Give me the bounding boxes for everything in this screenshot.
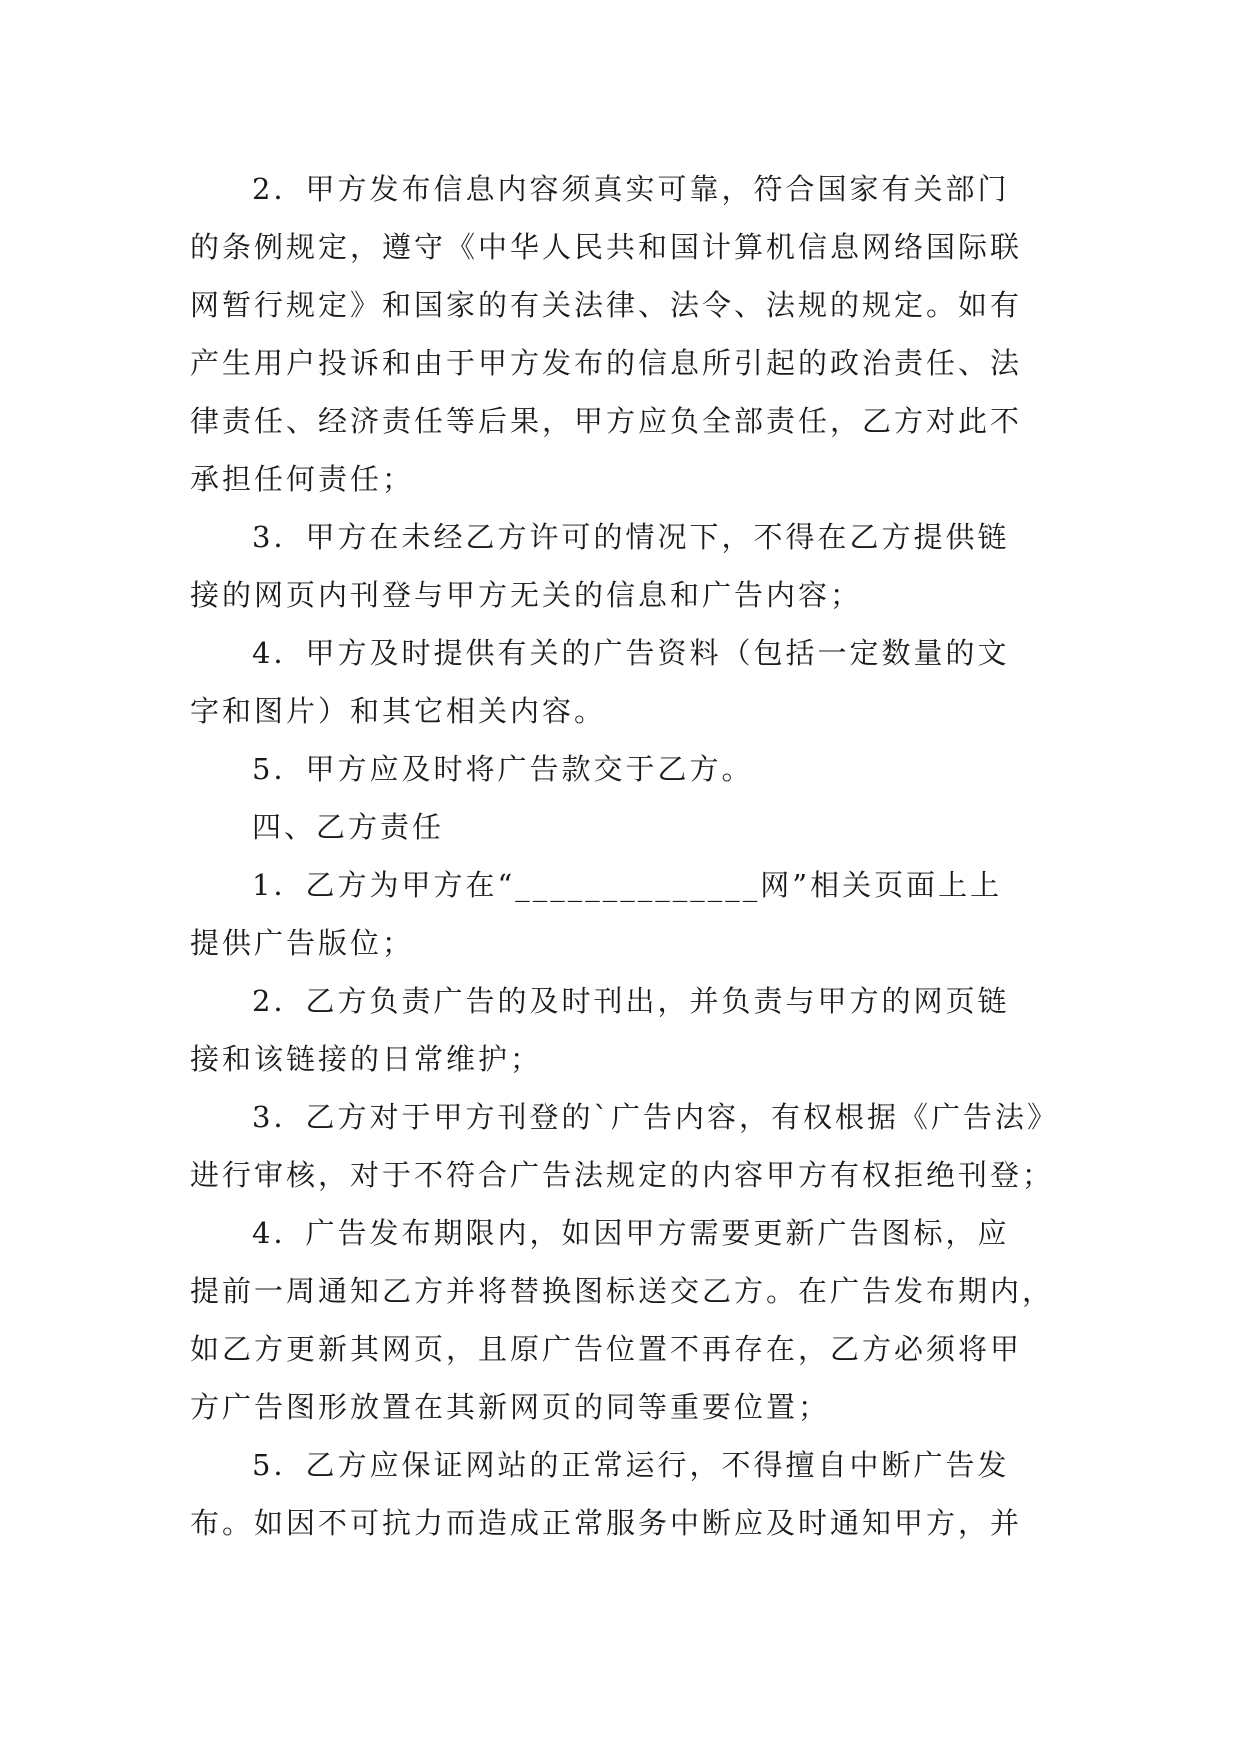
text-line: 进行审核，对于不符合广告法规定的内容甲方有权拒绝刊登； — [190, 1158, 1055, 1192]
text-line: 方广告图形放置在其新网页的同等重要位置； — [190, 1390, 831, 1424]
paragraph — [190, 508, 1050, 624]
text-line: 3．甲方在未经乙方许可的情况下，不得在乙方提供链 — [252, 520, 1010, 554]
text-line: 产生用户投诉和由于甲方发布的信息所引起的政治责任、法 — [190, 346, 1023, 380]
text-line: 如乙方更新其网页，且原广告位置不再存在，乙方必须将甲 — [190, 1332, 1023, 1366]
text-line: 接和该链接的日常维护； — [190, 1042, 543, 1076]
text-line: 2．乙方负责广告的及时刊出，并负责与甲方的网页链 — [252, 984, 1010, 1018]
text-line: 1．乙方为甲方在“______________网”相关页面上上 — [252, 868, 1003, 902]
text-line: 四、乙方责任 — [252, 810, 445, 844]
text-line: 5．乙方应保证网站的正常运行，不得擅自中断广告发 — [252, 1448, 1010, 1482]
text-line: 律责任、经济责任等后果，甲方应负全部责任，乙方对此不 — [190, 404, 1023, 438]
paragraph — [190, 624, 1050, 740]
paragraph — [190, 1088, 1059, 1204]
document-page — [190, 160, 1059, 1552]
text-line: 接的网页内刊登与甲方无关的信息和广告内容； — [190, 578, 863, 612]
text-line: 的条例规定，遵守《中华人民共和国计算机信息网络国际联 — [190, 230, 1023, 264]
text-line: 提前一周通知乙方并将替换图标送交乙方。在广告发布期内， — [190, 1274, 1055, 1308]
text-line: 3．乙方对于甲方刊登的`广告内容，有权根据《广告法》 — [252, 1100, 1059, 1134]
paragraph — [190, 740, 1050, 798]
paragraph — [190, 160, 1050, 508]
text-line: 2．甲方发布信息内容须真实可靠，符合国家有关部门 — [252, 172, 1010, 206]
text-line: 布。如因不可抗力而造成正常服务中断应及时通知甲方，并 — [190, 1506, 1023, 1540]
text-line: 网暂行规定》和国家的有关法律、法令、法规的规定。如有 — [190, 288, 1023, 322]
paragraph — [190, 856, 1050, 972]
text-line: 4．甲方及时提供有关的广告资料（包括一定数量的文 — [252, 636, 1010, 670]
text-line: 字和图片）和其它相关内容。 — [190, 694, 607, 728]
paragraph — [190, 972, 1050, 1088]
document-body — [190, 160, 1059, 1552]
paragraph — [190, 1436, 1050, 1552]
text-line: 4．广告发布期限内，如因甲方需要更新广告图标，应 — [252, 1216, 1010, 1250]
text-line: 承担任何责任； — [190, 462, 415, 496]
text-line: 提供广告版位； — [190, 926, 415, 960]
paragraph — [190, 798, 1050, 856]
text-line: 5．甲方应及时将广告款交于乙方。 — [252, 752, 754, 786]
paragraph — [190, 1204, 1055, 1436]
